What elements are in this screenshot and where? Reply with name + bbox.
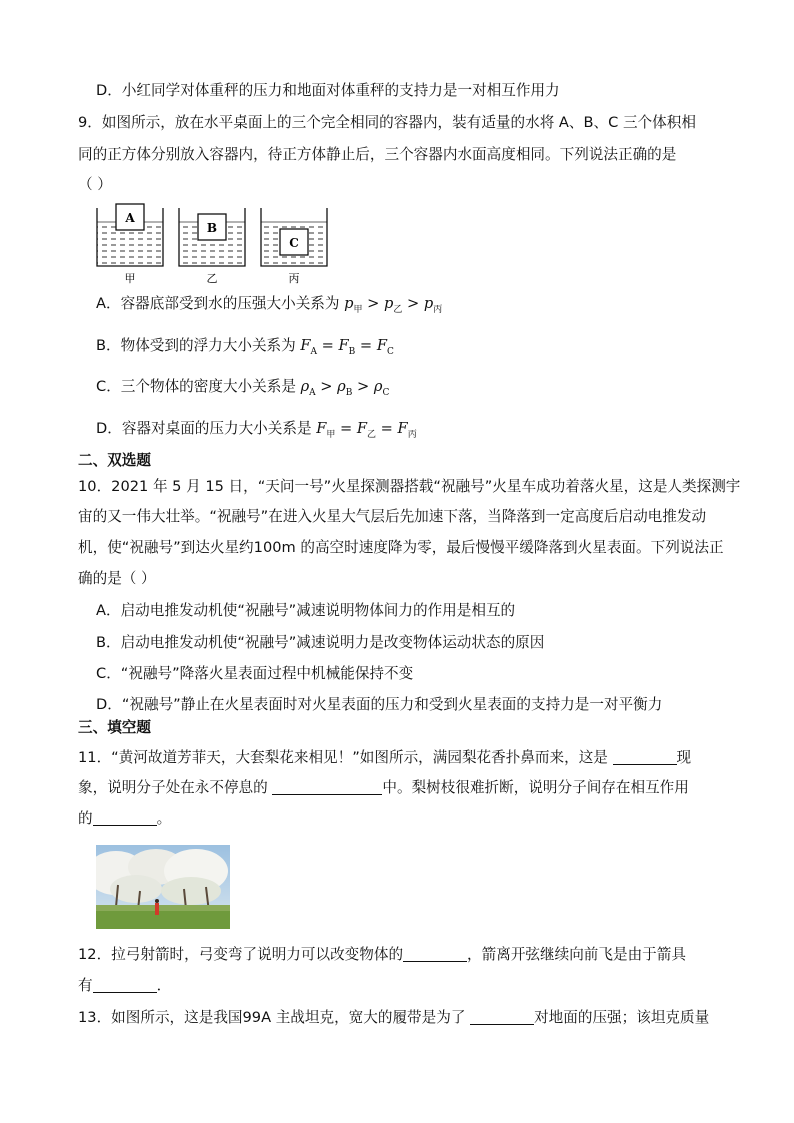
q12-blank-1[interactable]: [403, 946, 467, 962]
cube-c-label: C: [289, 236, 299, 250]
cube-a-label: A: [125, 211, 135, 225]
q10-stem-line2: 宙的又一伟大壮举。“祝融号”在进入火星大气层后先加速下落，当降落到一定高度后启动电推发动: [78, 508, 707, 525]
q10-option-b: B．启动电推发动机使“祝融号”减速说明力是改变物体运动状态的原因: [96, 634, 545, 651]
q11-line3: 的 。: [78, 810, 172, 827]
q10-option-d: D．“祝融号”静止在火星表面时对火星表面的压力和受到火星表面的支持力是一对平衡力: [96, 696, 663, 713]
q11-blank-1[interactable]: [613, 749, 677, 765]
q9-option-d-formula: $F_甲 = F_乙 = F_丙$: [316, 420, 417, 440]
section-fill-blank: 三、填空题: [78, 719, 151, 736]
container-bing: [261, 208, 327, 285]
q9-option-a: A．容器底部受到水的压强大小关系为 $p_甲 > p_乙 > p_丙$: [96, 295, 443, 315]
q9-answer-paren: （ ）: [78, 176, 112, 193]
q9-stem-line1: 9．如图所示，放在水平桌面上的三个完全相同的容器内，装有适量的水将 A、B、C 三个体积相: [78, 114, 696, 131]
q8-option-d: D．小红同学对体重秤的压力和地面对体重秤的支持力是一对相互作用力: [96, 82, 560, 99]
q9-option-c-formula: $\rho_A > \rho_B > \rho_C$: [300, 378, 390, 398]
q13-blank-1[interactable]: [470, 1009, 534, 1025]
cube-b-label: B: [206, 221, 218, 235]
container-yi-label: 乙: [206, 272, 218, 285]
q9-stem-line2: 同的正方体分别放入容器内，待正方体静止后，三个容器内水面高度相同。下列说法正确的是: [78, 146, 677, 163]
q10-option-c: C．“祝融号”降落火星表面过程中机械能保持不变: [96, 665, 414, 682]
container-jia-label: 甲: [124, 272, 136, 285]
q11-line2: 象，说明分子处在永不停息的 中。梨树枝很难折断，说明分子间存在相互作用: [78, 779, 689, 796]
q9-option-a-formula: $p_甲 > p_乙 > p_丙$: [344, 295, 443, 315]
q10-option-a: A．启动电推发动机使“祝融号”减速说明物体间力的作用是相互的: [96, 602, 516, 619]
q10-stem-line3: 机，使“祝融号”到达火星约100m 的高空时速度降为零，最后慢慢平缓降落到火星表面。下列说法正: [78, 539, 724, 556]
q12-line2: 有 ．: [78, 977, 172, 994]
q11-blank-2[interactable]: [272, 779, 382, 795]
q9-option-b: B．物体受到的浮力大小关系为 $F_A = F_B = F_C$: [96, 337, 394, 357]
q10-stem-line4: 确的是（ ）: [78, 570, 156, 587]
pear-blossom-photo: [96, 845, 230, 929]
q12-line1: 12．拉弓射箭时，弓变弯了说明力可以改变物体的 ，箭离开弦继续向前飞是由于箭具: [78, 946, 686, 963]
q11-blank-3[interactable]: [93, 810, 157, 826]
q11-line1: 11．“黄河故道芳菲天，大套梨花来相见！”如图所示，满园梨花香扑鼻而来，这是 现: [78, 749, 692, 766]
q13-line1: 13．如图所示，这是我国99A 主战坦克，宽大的履带是为了 对地面的压强；该坦克质量: [78, 1009, 710, 1026]
container-jia: [97, 204, 163, 285]
q10-stem-line1: 10．2021 年 5 月 15 日，“天问一号”火星探测器搭载“祝融号”火星车成功着落火星，这是人类探测宇: [78, 478, 741, 495]
container-yi: [179, 208, 245, 285]
containers-figure: [92, 200, 362, 290]
q9-option-b-formula: $F_A = F_B = F_C$: [300, 337, 394, 357]
q9-option-d: D．容器对桌面的压力大小关系是 $F_甲 = F_乙 = F_丙$: [96, 420, 417, 440]
q9-option-c: C．三个物体的密度大小关系是 $\rho_A > \rho_B > \rho_C$: [96, 378, 390, 398]
container-bing-label: 丙: [288, 272, 300, 285]
q12-blank-2[interactable]: [93, 977, 157, 993]
section-double-choice: 二、双选题: [78, 452, 151, 469]
